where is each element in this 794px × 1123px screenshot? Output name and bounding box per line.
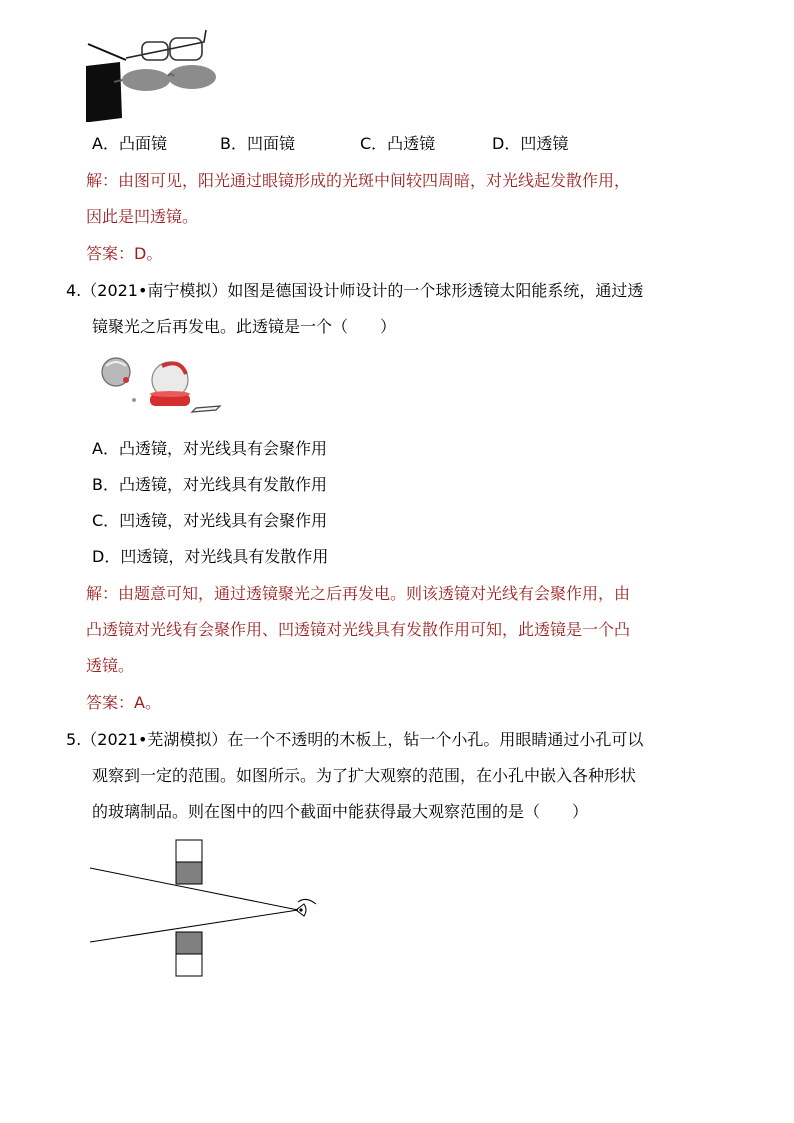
q4-stem-line2: 镜聚光之后再发电。此透镜是一个（ ） (92, 317, 397, 336)
q5-stem-line2: 观察到一定的范围。如图所示。为了扩大观察的范围，在小孔中嵌入各种形状 (92, 766, 637, 785)
glasses-shadow-figure (86, 28, 226, 122)
pinhole-eye-figure (86, 838, 326, 982)
q4-option-b[interactable]: B．凸透镜，对光线具有发散作用 (92, 475, 327, 494)
q3-option-d[interactable]: D．凹透镜 (492, 134, 569, 153)
q4-option-d[interactable]: D．凹透镜，对光线具有发散作用 (92, 547, 329, 566)
q3-solution-line2: 因此是凹透镜。 (86, 207, 199, 226)
q4-answer: 答案：A。 (86, 693, 161, 712)
q4-solution-line3: 透镜。 (86, 656, 135, 675)
q4-option-a[interactable]: A．凸透镜，对光线具有会聚作用 (92, 439, 327, 458)
q3-solution-line1: 解：由图可见，阳光通过眼镜形成的光斑中间较四周暗，对光线起发散作用， (86, 171, 631, 190)
q3-option-a[interactable]: A．凸面镜 (92, 134, 167, 153)
sphere-lens-solar-figure (96, 352, 226, 416)
q5-stem-line1: 5.（2021•芜湖模拟）在一个不透明的木板上，钻一个小孔。用眼睛通过小孔可以 (66, 730, 644, 749)
q3-option-c[interactable]: C．凸透镜 (360, 134, 436, 153)
q4-solution-line1: 解：由题意可知，通过透镜聚光之后再发电。则该透镜对光线有会聚作用，由 (86, 584, 631, 603)
q4-solution-line2: 凸透镜对光线有会聚作用、凹透镜对光线具有发散作用可知，此透镜是一个凸 (86, 620, 631, 639)
q3-option-b[interactable]: B．凹面镜 (220, 134, 295, 153)
q4-option-c[interactable]: C．凹透镜，对光线具有会聚作用 (92, 511, 328, 530)
q4-stem-line1: 4.（2021•南宁模拟）如图是德国设计师设计的一个球形透镜太阳能系统，通过透 (66, 281, 644, 300)
q3-answer: 答案：D。 (86, 244, 163, 263)
q5-stem-line3: 的玻璃制品。则在图中的四个截面中能获得最大观察范围的是（ ） (92, 802, 589, 821)
